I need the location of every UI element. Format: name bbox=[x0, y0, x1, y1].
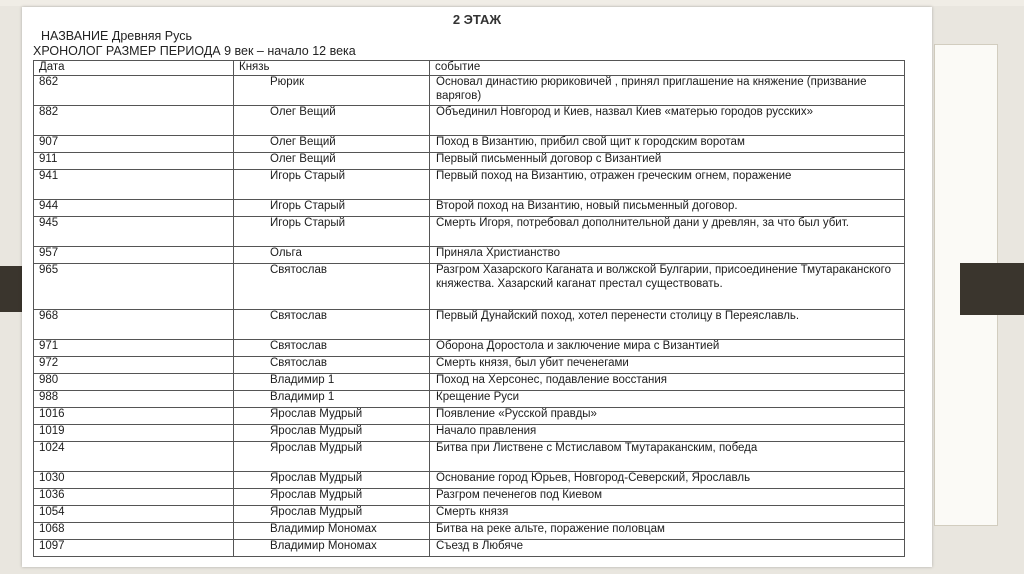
table-row bbox=[34, 340, 905, 357]
prince-cell: Рюрик bbox=[234, 76, 430, 106]
event-cell: Поход в Византию, прибил свой щит к городским воротам bbox=[430, 136, 905, 153]
date-cell: 1024 bbox=[34, 442, 234, 472]
prince-cell: Олег Вещий bbox=[234, 136, 430, 153]
date-cell: 907 bbox=[34, 136, 234, 153]
event-cell: Объединил Новгород и Киев, назвал Киев «матерью городов русских» bbox=[430, 106, 905, 136]
table-row bbox=[34, 391, 905, 408]
date-cell: 980 bbox=[34, 374, 234, 391]
header-event: событие bbox=[430, 61, 905, 76]
date-cell: 957 bbox=[34, 247, 234, 264]
event-cell: Битва на реке альте, поражение половцам bbox=[430, 523, 905, 540]
event-cell: Первый поход на Византию, отражен греческим огнем, поражение bbox=[430, 170, 905, 200]
date-cell: 1036 bbox=[34, 489, 234, 506]
event-cell: Смерть Игоря, потребовал дополнительной дани у древлян, за что был убит. bbox=[430, 217, 905, 247]
event-cell: Первый Дунайский поход, хотел перенести столицу в Переяславль. bbox=[430, 310, 905, 340]
event-cell: Смерть князя, был убит печенегами bbox=[430, 357, 905, 374]
event-cell: Съезд в Любяче bbox=[430, 540, 905, 557]
table-row bbox=[34, 506, 905, 523]
date-cell: 1068 bbox=[34, 523, 234, 540]
table-row bbox=[34, 153, 905, 170]
prince-cell: Ярослав Мудрый bbox=[234, 442, 430, 472]
prince-cell: Святослав bbox=[234, 310, 430, 340]
date-cell: 965 bbox=[34, 264, 234, 310]
slide-page bbox=[22, 7, 932, 567]
date-cell: 988 bbox=[34, 391, 234, 408]
table-row bbox=[34, 170, 905, 200]
table-row bbox=[34, 357, 905, 374]
date-cell: 1097 bbox=[34, 540, 234, 557]
event-cell: Основал династию рюриковичей , принял приглашение на княжение (призвание варягов) bbox=[430, 76, 905, 106]
table-row bbox=[34, 76, 905, 106]
top-band bbox=[0, 0, 1024, 6]
event-cell: Битва при Листвене с Мстиславом Тмутараканским, победа bbox=[430, 442, 905, 472]
event-cell: Начало правления bbox=[430, 425, 905, 442]
prince-cell: Владимир 1 bbox=[234, 374, 430, 391]
table-row bbox=[34, 200, 905, 217]
prince-cell: Ярослав Мудрый bbox=[234, 506, 430, 523]
table-header-row bbox=[34, 61, 905, 76]
event-cell: Крещение Руси bbox=[430, 391, 905, 408]
event-cell: Основание город Юрьев, Новгород-Северский, Ярославль bbox=[430, 472, 905, 489]
floor-label: 2 ЭТАЖ bbox=[452, 12, 502, 27]
table-row bbox=[34, 264, 905, 310]
event-cell: Первый письменный договор с Византией bbox=[430, 153, 905, 170]
prince-cell: Святослав bbox=[234, 340, 430, 357]
table-row bbox=[34, 489, 905, 506]
event-cell: Смерть князя bbox=[430, 506, 905, 523]
left-accent-bar bbox=[0, 266, 22, 312]
prince-cell: Ярослав Мудрый bbox=[234, 472, 430, 489]
prince-cell: Владимир Мономах bbox=[234, 540, 430, 557]
table-row bbox=[34, 106, 905, 136]
event-cell: Приняла Христианство bbox=[430, 247, 905, 264]
prince-cell: Святослав bbox=[234, 264, 430, 310]
chronology-table bbox=[33, 60, 905, 557]
prince-cell: Ярослав Мудрый bbox=[234, 489, 430, 506]
prince-cell: Олег Вещий bbox=[234, 153, 430, 170]
date-cell: 941 bbox=[34, 170, 234, 200]
prince-cell: Олег Вещий bbox=[234, 106, 430, 136]
prince-cell: Игорь Старый bbox=[234, 217, 430, 247]
event-cell: Разгром печенегов под Киевом bbox=[430, 489, 905, 506]
table-row bbox=[34, 540, 905, 557]
prince-cell: Святослав bbox=[234, 357, 430, 374]
prince-cell: Игорь Старый bbox=[234, 200, 430, 217]
event-cell: Появление «Русской правды» bbox=[430, 408, 905, 425]
date-cell: 1019 bbox=[34, 425, 234, 442]
date-cell: 882 bbox=[34, 106, 234, 136]
event-cell: Оборона Доростола и заключение мира с Византией bbox=[430, 340, 905, 357]
header-date: Дата bbox=[34, 61, 234, 76]
date-cell: 944 bbox=[34, 200, 234, 217]
date-cell: 945 bbox=[34, 217, 234, 247]
period-range-line: ХРОНОЛОГ РАЗМЕР ПЕРИОДА 9 век – начало 12 века bbox=[33, 44, 356, 58]
table-row bbox=[34, 136, 905, 153]
prince-cell: Игорь Старый bbox=[234, 170, 430, 200]
date-cell: 1016 bbox=[34, 408, 234, 425]
date-cell: 911 bbox=[34, 153, 234, 170]
period-name-line: НАЗВАНИЕ Древняя Русь bbox=[41, 29, 192, 43]
date-cell: 862 bbox=[34, 76, 234, 106]
prince-cell: Ярослав Мудрый bbox=[234, 425, 430, 442]
table-row bbox=[34, 247, 905, 264]
prince-cell: Ольга bbox=[234, 247, 430, 264]
prince-cell: Владимир 1 bbox=[234, 391, 430, 408]
event-cell: Второй поход на Византию, новый письменный договор. bbox=[430, 200, 905, 217]
table-row bbox=[34, 472, 905, 489]
header-prince: Князь bbox=[234, 61, 430, 76]
event-cell: Поход на Херсонес, подавление восстания bbox=[430, 374, 905, 391]
date-cell: 1030 bbox=[34, 472, 234, 489]
table-row bbox=[34, 310, 905, 340]
table-row bbox=[34, 523, 905, 540]
table-row bbox=[34, 425, 905, 442]
date-cell: 1054 bbox=[34, 506, 234, 523]
date-cell: 972 bbox=[34, 357, 234, 374]
table-row bbox=[34, 374, 905, 391]
prince-cell: Ярослав Мудрый bbox=[234, 408, 430, 425]
right-accent-bar bbox=[960, 263, 1024, 315]
event-cell: Разгром Хазарского Каганата и волжской Булгарии, присоединение Тмутараканского княжества. Хазарский каганат престал существовать. bbox=[430, 264, 905, 310]
prince-cell: Владимир Мономах bbox=[234, 523, 430, 540]
date-cell: 971 bbox=[34, 340, 234, 357]
table-row bbox=[34, 442, 905, 472]
table-row bbox=[34, 408, 905, 425]
date-cell: 968 bbox=[34, 310, 234, 340]
table-row bbox=[34, 217, 905, 247]
